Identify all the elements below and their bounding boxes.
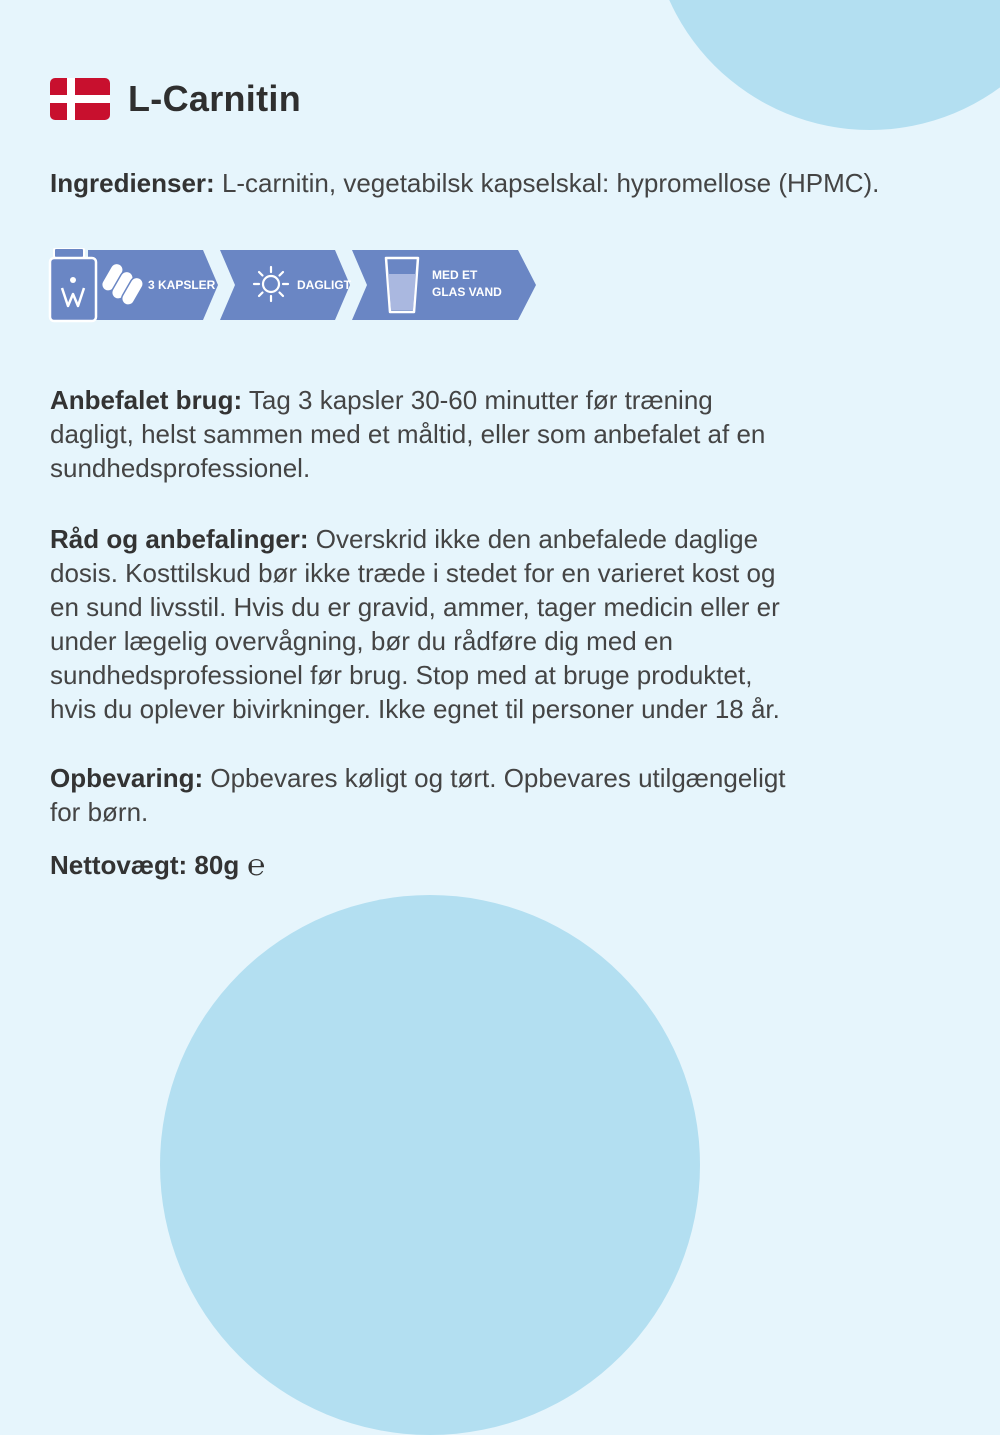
ingredients-label: Ingredienser: (50, 168, 215, 198)
ingredients-section (50, 166, 950, 200)
product-header (50, 78, 301, 120)
storage-section (50, 761, 950, 829)
danish-flag-icon (50, 78, 110, 120)
step-label-capsules: 3 KAPSLER (148, 278, 216, 292)
usage-section (50, 383, 950, 485)
storage-text: Opbevares køligt og tørt. Opbevares utilgængeligt for børn. (50, 763, 786, 827)
estimated-sign-icon: ℮ (247, 847, 266, 883)
step-label-water-line1: MED ET (432, 268, 478, 282)
supplement-jar-icon (50, 248, 96, 321)
decorative-circle-top (650, 0, 1000, 130)
net-weight-label: Nettovægt: 80g (50, 850, 240, 880)
net-weight (50, 847, 266, 883)
storage-label: Opbevaring: (50, 763, 204, 793)
step-label-water-line2: GLAS VAND (432, 285, 502, 299)
step-label-daily: DAGLIGT (297, 278, 351, 292)
usage-label: Anbefalet brug: (50, 385, 243, 415)
advice-section (50, 522, 950, 726)
usage-text: Tag 3 kapsler 30-60 minutter før træning dagligt, helst sammen med et måltid, eller som anbefalet af en sundhedsprofessionel. (50, 385, 766, 483)
ingredients-text: L-carnitin, vegetabilsk kapselskal: hypromellose (HPMC). (214, 168, 880, 198)
product-title: L-Carnitin (128, 78, 301, 119)
advice-label: Råd og anbefalinger: (50, 524, 309, 554)
decorative-circle-bottom (160, 895, 700, 1435)
water-glass-icon (386, 258, 418, 312)
advice-text: Overskrid ikke den anbefalede daglige dosis. Kosttilskud bør ikke træde i stedet for en varieret kost og en sund livsstil. Hvis du er gravid, ammer, tager medicin eller er under lægelig overvågning, bør du rådføre dig med en sundhedsprofessionel før brug. Stop med at bruge produktet, hvis du oplever bivirkninger. Ikke egnet til personer under 18 år. (50, 524, 780, 724)
dosage-steps (48, 248, 548, 324)
